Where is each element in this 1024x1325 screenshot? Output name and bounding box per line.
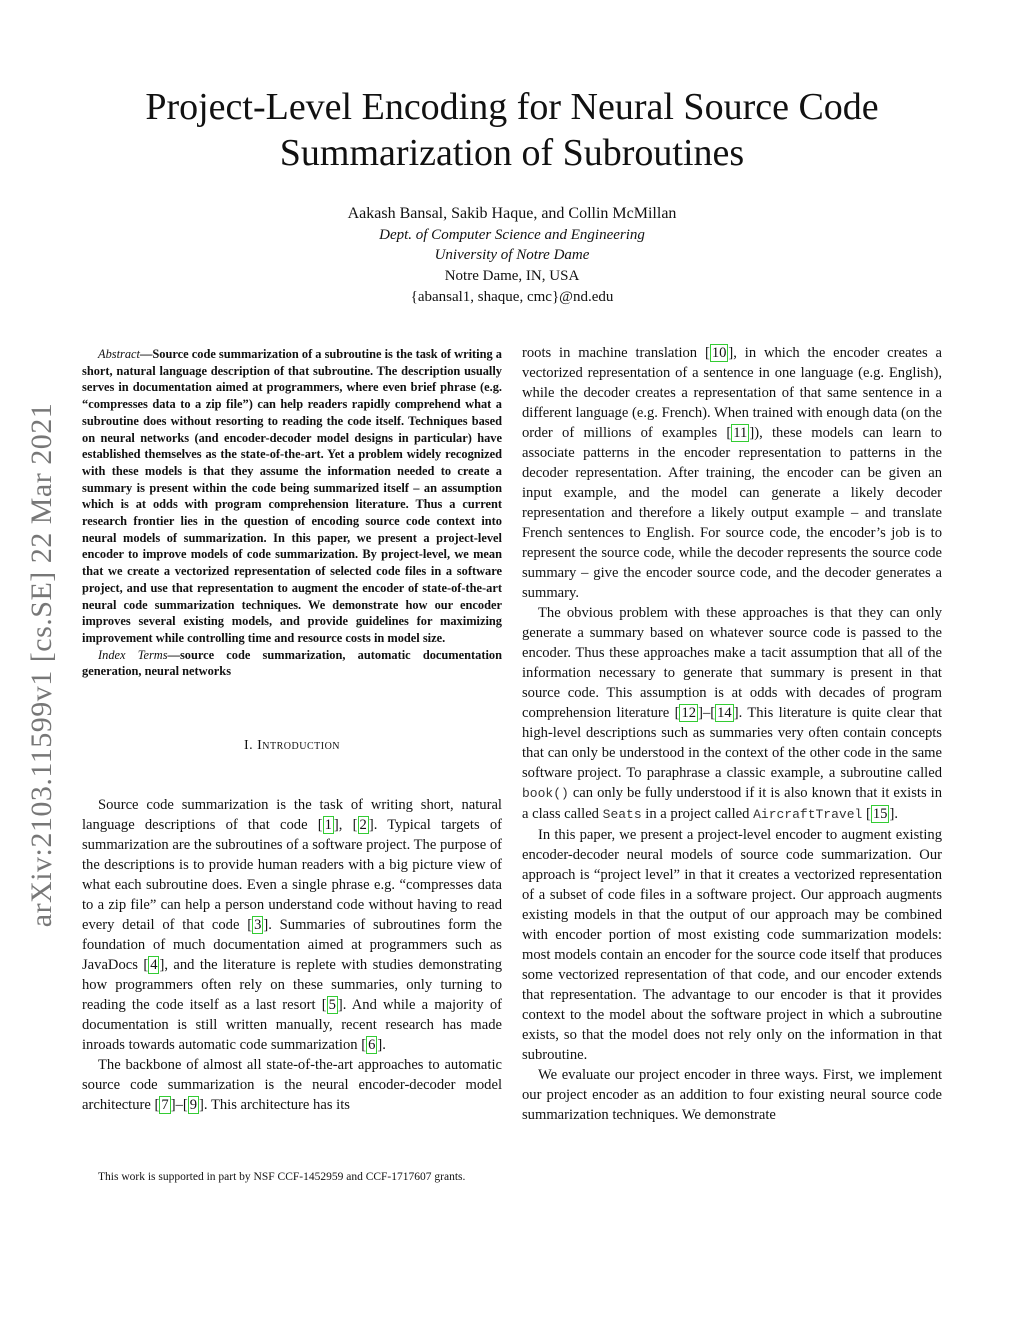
left-column	[82, 795, 502, 1115]
intro-paragraph-5: In this paper, we present a project-level encoder to augment existing encoder-decoder neural models of source code summarization. Our approach is “project level” in that it creates a vectorized representation of a subset of code files in a software project. Our approach augments existing models in that the output of our approach may be combined with encoder portion of most existing code summarization models: most models contain an encoder for the source code itself that produces some vectorized representation of that code, and our encoder extends that representation. The advantage to our encoder is that it provides context to the model about the software project in which a subroutine exists, so that the model does not rely only on the information in that subroutine.	[522, 827, 942, 1063]
abstract-paragraph	[82, 346, 502, 647]
text-run: –	[702, 705, 711, 721]
footnote	[82, 1170, 502, 1185]
citation-link[interactable]: 14	[717, 705, 732, 721]
affiliation-dept: Dept. of Computer Science and Engineering	[379, 227, 645, 243]
arxiv-sidebar	[20, 355, 64, 975]
text-run: . This literature is quite clear that high-level descriptions such as summaries very often contain concepts that can only be understood in the context of the other code in the same software project. To paraphrase a classic example, a subroutine called	[522, 705, 942, 781]
section-heading	[82, 738, 502, 754]
citation-link[interactable]: 6	[368, 1037, 376, 1053]
right-column	[522, 343, 942, 1125]
code-book: book()	[522, 786, 569, 801]
intro-paragraph-4: The obvious problem with these approaches is that they can only generate a summary based on whatever source code is passed to the encoder. Thus these approaches make a tacit assumption that all of the information necessary to generate that summary is present in that source code. This assumption is at odds with decades of program comprehension literature [ 12 ]–[ 14 ]. This literature is quite clear that high-level descriptions such as summaries very often contain concepts that can only be understood in the context of the other code in the same software project. To paraphrase a classic example, a subroutine called book() can only be fully understood if it is also known that it exists in a class called Seats in a project called AircraftTravel [ 15 ].	[522, 605, 942, 822]
citation-link[interactable]: 11	[733, 425, 748, 441]
affiliation-email: {abansal1, shaque, cmc}@nd.edu	[410, 289, 614, 305]
text-run: –	[175, 1097, 183, 1113]
code-seats: Seats	[602, 807, 642, 822]
text-run: Source code summarization is the task of writing short, natural language descriptions of that code	[82, 797, 502, 833]
index-terms-label: Index Terms	[98, 647, 168, 662]
text-run: , in which the encoder creates a vectorized representation of a sentence in one language (e.g. English), while the decoder creates a representation of that same sentence in a different language (e.g. French). When trained with enough data (on the order of millions of examples	[522, 345, 942, 441]
author-list: Aakash Bansal, Sakib Haque, and Collin McMillan	[347, 205, 677, 222]
arxiv-identifier: arXiv:2103.11599v1 [cs.SE] 22 Mar 2021	[25, 402, 58, 928]
footnote-text: This work is supported in part by NSF CCF-1452959 and CCF-1717607 grants.	[98, 1171, 466, 1183]
text-run: ,	[338, 817, 353, 833]
citation-link[interactable]: 3	[254, 917, 262, 933]
text-run: , and the literature is replete with studies demonstrating how programmers often rely on these summaries, only turning to reading the code itself as a last resort	[82, 957, 502, 1013]
section-numeral: I.	[243, 738, 254, 753]
text-run: The obvious problem with these approaches is that they can only generate a summary based on whatever source code is passed to the encoder. Thus these approaches make a tacit assumption that all of the information necessary to generate that summary is present in that source code. This assumption is at odds with decades of program comprehension literature	[522, 605, 942, 721]
text-run: roots in machine translation	[522, 345, 705, 361]
text-run: . Summaries of subroutines form the foundation of much documentation aimed at programmers such as JavaDocs	[82, 917, 502, 973]
index-terms-paragraph	[82, 647, 502, 680]
text-run: . This architecture has its	[203, 1097, 350, 1113]
abstract-block	[82, 346, 502, 680]
text-run: . And while a majority of documentation is still written manually, recent research has made inroads towards automatic code summarization	[82, 997, 502, 1053]
affiliation-university: University of Notre Dame	[434, 247, 590, 263]
citation-link[interactable]: 7	[161, 1097, 169, 1113]
citation-link[interactable]: 2	[359, 817, 367, 833]
abstract-label: Abstract	[98, 347, 140, 361]
text-run: . Typical targets of summarization are the subroutines of a software project. The purpose of the descriptions is to provide human readers with a big picture view of what each subroutine does. Even a single phrase e.g. “compresses data to a zip file” can help a person understand code without having to read every detail of that code	[82, 817, 502, 933]
intro-paragraph-6: We evaluate our project encoder in three ways. First, we implement our project encoder as an addition to four existing neural source code summarization techniques. We demonstrate	[522, 1067, 942, 1123]
citation-link[interactable]: 15	[872, 806, 888, 822]
text-run: can only be fully understood if it is also known that it exists in a class called	[522, 785, 942, 822]
intro-paragraph-2: The backbone of almost all state-of-the-art approaches to automatic source code summarization is the neural encoder-decoder model architecture [ 7 ]–[ 9 ]. This architecture has its	[82, 1057, 502, 1113]
abstract-text: —Source code summarization of a subroutine is the task of writing a short, natural language description of that subroutine. The description usually serves in documentation aimed at programmers, where even brief phrase (e.g. “compresses data to a zip file”) can help readers rapidly comprehend what a subroutine does without resorting to reading the code itself. Techniques based on neural networks (and encoder-decoder model designs in particular) have established themselves as the state-of-the-art. Yet a problem widely recognized with these models is that they assume the information needed to create a summary is present within the code being summarized itself – an assumption which is at odds with program comprehension literature. Thus a current research frontier lies in the question of encoding source code context into neural models of summarization. In this paper, we present a project-level encoder to improve models of code summarization. By project-level, we mean that we create a vectorized representation of selected code files in a software project, and use that representation to augment the encoder of state-of-the-art neural code summarization techniques. We demonstrate how our encoder improves several existing models, and provide guidelines for maximizing improvement while controlling time and resource costs in model size.	[82, 347, 502, 645]
citation-link[interactable]: 9	[189, 1097, 198, 1113]
code-aircraft-travel: AircraftTravel	[753, 807, 863, 822]
text-run: ), these models can learn to associate patterns in the encoder representation to patterns in the decoder representation. After training, the encoder can be given an input example, and the model can generate a likely decoder representation and therefore a likely output example – and translate French sentences to English. For source code, the encoder’s job is to represent the source code, while the decoder represents the source code summary – give the encoder source code, and the decoder generates a summary.	[522, 425, 942, 601]
text-run: .	[894, 806, 898, 822]
title-line-1: Project-Level Encoding for Neural Source Code	[145, 86, 879, 128]
affiliation-location: Notre Dame, IN, USA	[444, 268, 580, 284]
title-line-2: Summarization of Subroutines	[279, 132, 745, 174]
paper-title	[60, 84, 964, 176]
section-title: Introduction	[257, 738, 341, 753]
intro-paragraph-1: Source code summarization is the task of writing short, natural language descriptions of that code [ 1 ], [ 2 ]. Typical targets of summarization are the subroutines of a software project. The purpose of the descriptions is to provide human readers with a big picture view of what each subroutine does. Even a single phrase e.g. “compresses data to a zip file” can help a person understand code without having to read every detail of that code [ 3 ]. Summaries of subroutines form the foundation of much documentation aimed at programmers such as JavaDocs [ 4 ], and the literature is replete with studies demonstrating how programmers often rely on these summaries, only turning to reading the code itself as a last resort [ 5 ]. And while a majority of documentation is still written manually, recent research has made inroads towards automatic code summarization [ 6 ].	[82, 797, 502, 1053]
citation-link[interactable]: 5	[328, 997, 336, 1013]
citation-link[interactable]: 12	[681, 705, 697, 721]
text-run: .	[382, 1037, 386, 1053]
intro-paragraph-3: roots in machine translation [ 10 ], in which the encoder creates a vectorized representation of a sentence in one language (e.g. English), while the decoder creates a representation of that same sentence in a different language (e.g. French). When trained with enough data (on the order of millions of examples [ 11 ]), these models can learn to associate patterns in the encoder representation to patterns in the decoder representation. After training, the encoder can be given an input example, and the model can generate a likely decoder representation and therefore a likely output example – and translate French sentences to English. For source code, the encoder’s job is to represent the source code, while the decoder represents the source code summary – give the encoder source code, and the decoder generates a summary.	[522, 345, 942, 601]
citation-link[interactable]: 1	[324, 817, 332, 833]
text-run	[862, 806, 866, 822]
index-terms-text: —source code summarization, automatic documentation generation, neural networks	[82, 647, 502, 679]
citation-link[interactable]: 10	[711, 345, 727, 361]
citation-link[interactable]: 4	[150, 957, 158, 973]
text-run: The backbone of almost all state-of-the-art approaches to automatic source code summarization is the neural encoder-decoder model architecture	[82, 1057, 502, 1113]
text-run: in a project called	[641, 806, 754, 822]
